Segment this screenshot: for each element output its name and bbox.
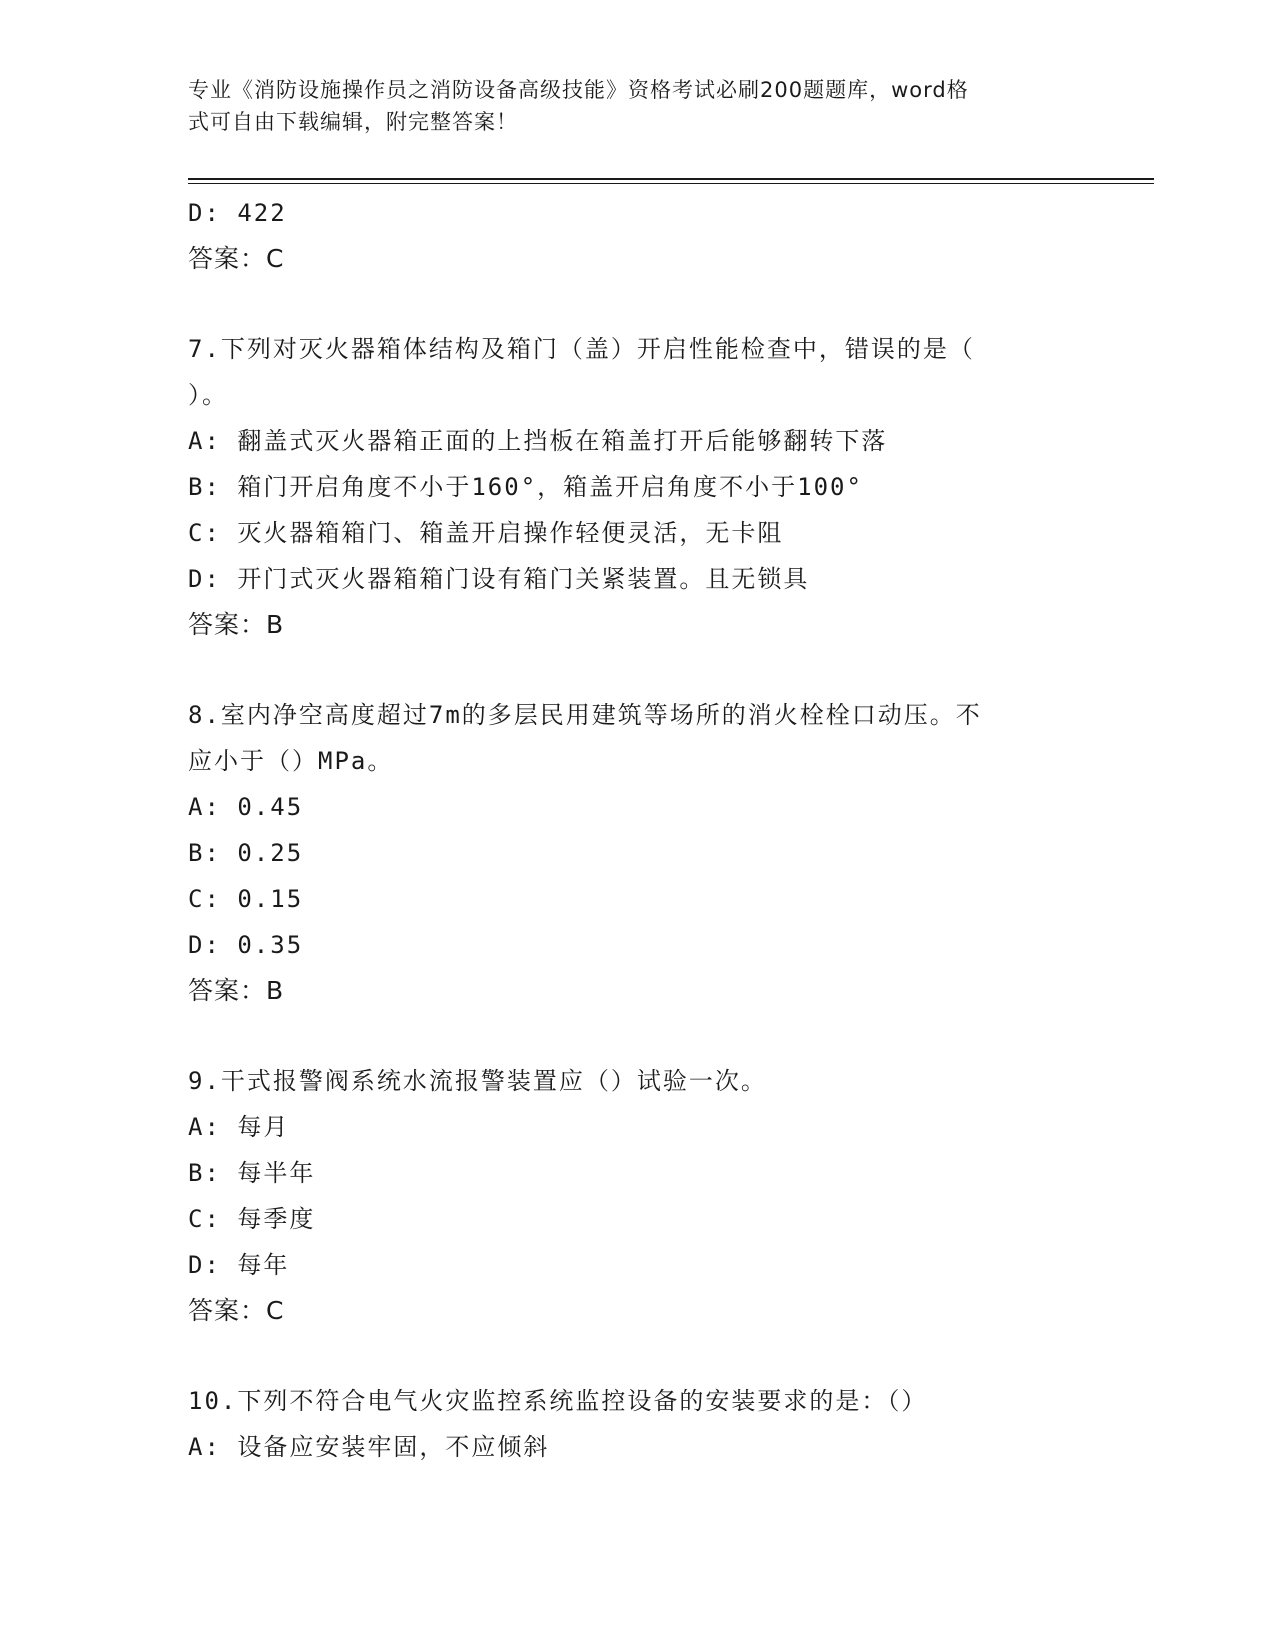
question-7 [188, 326, 1088, 648]
q7-option-b: B: 箱门开启角度不小于160°，箱盖开启角度不小于100° [188, 473, 863, 501]
spacer [188, 648, 1088, 692]
q8-option-d: D: 0.35 [188, 931, 304, 959]
q9-option-a: A: 每月 [188, 1113, 290, 1141]
header-line-2: 式可自由下载编辑，附完整答案！ [188, 110, 518, 134]
question-10 [188, 1378, 1088, 1470]
q7-option-d: D: 开门式灭火器箱箱门设有箱门关紧装置。且无锁具 [188, 565, 810, 593]
q9-option-b: B: 每半年 [188, 1159, 316, 1187]
q7-stem-line-1: 7.下列对灭火器箱体结构及箱门（盖）开启性能检查中，错误的是（ [188, 335, 975, 363]
spacer [188, 1334, 1088, 1378]
q7-answer: 答案：B [188, 610, 285, 639]
q8-answer: 答案：B [188, 976, 285, 1005]
header-divider-thin [188, 183, 1154, 184]
q7-option-a: A: 翻盖式灭火器箱正面的上挡板在箱盖打开后能够翻转下落 [188, 427, 888, 455]
question-6-fragment [188, 190, 1088, 282]
q6-option-d: D: 422 [188, 199, 287, 227]
q6-answer: 答案：C [188, 244, 285, 273]
q7-stem-line-2: ）。 [188, 381, 228, 409]
q7-option-c: C: 灭火器箱箱门、箱盖开启操作轻便灵活，无卡阻 [188, 519, 784, 547]
q8-stem-line-1: 8.室内净空高度超过7m的多层民用建筑等场所的消火栓栓口动压。不 [188, 701, 982, 729]
q8-option-b: B: 0.25 [188, 839, 304, 867]
question-9 [188, 1058, 1088, 1334]
header-line-1: 专业《消防设施操作员之消防设备高级技能》资格考试必刷200题题库，word格 [188, 78, 969, 102]
question-list [188, 190, 1088, 1470]
page-header [188, 74, 1078, 138]
q8-option-c: C: 0.15 [188, 885, 304, 913]
q9-answer: 答案：C [188, 1296, 285, 1325]
q9-option-d: D: 每年 [188, 1251, 290, 1279]
spacer [188, 282, 1088, 326]
q10-option-a: A: 设备应安装牢固，不应倾斜 [188, 1433, 550, 1461]
q9-stem-line-1: 9.干式报警阀系统水流报警装置应（）试验一次。 [188, 1067, 767, 1095]
q8-stem-line-2: 应小于（）MPa。 [188, 747, 394, 775]
spacer [188, 1014, 1088, 1058]
q9-option-c: C: 每季度 [188, 1205, 316, 1233]
header-divider-thick [188, 178, 1154, 180]
q10-stem-line-1: 10.下列不符合电气火灾监控系统监控设备的安装要求的是：（） [188, 1387, 928, 1415]
question-8 [188, 692, 1088, 1014]
q8-option-a: A: 0.45 [188, 793, 304, 821]
